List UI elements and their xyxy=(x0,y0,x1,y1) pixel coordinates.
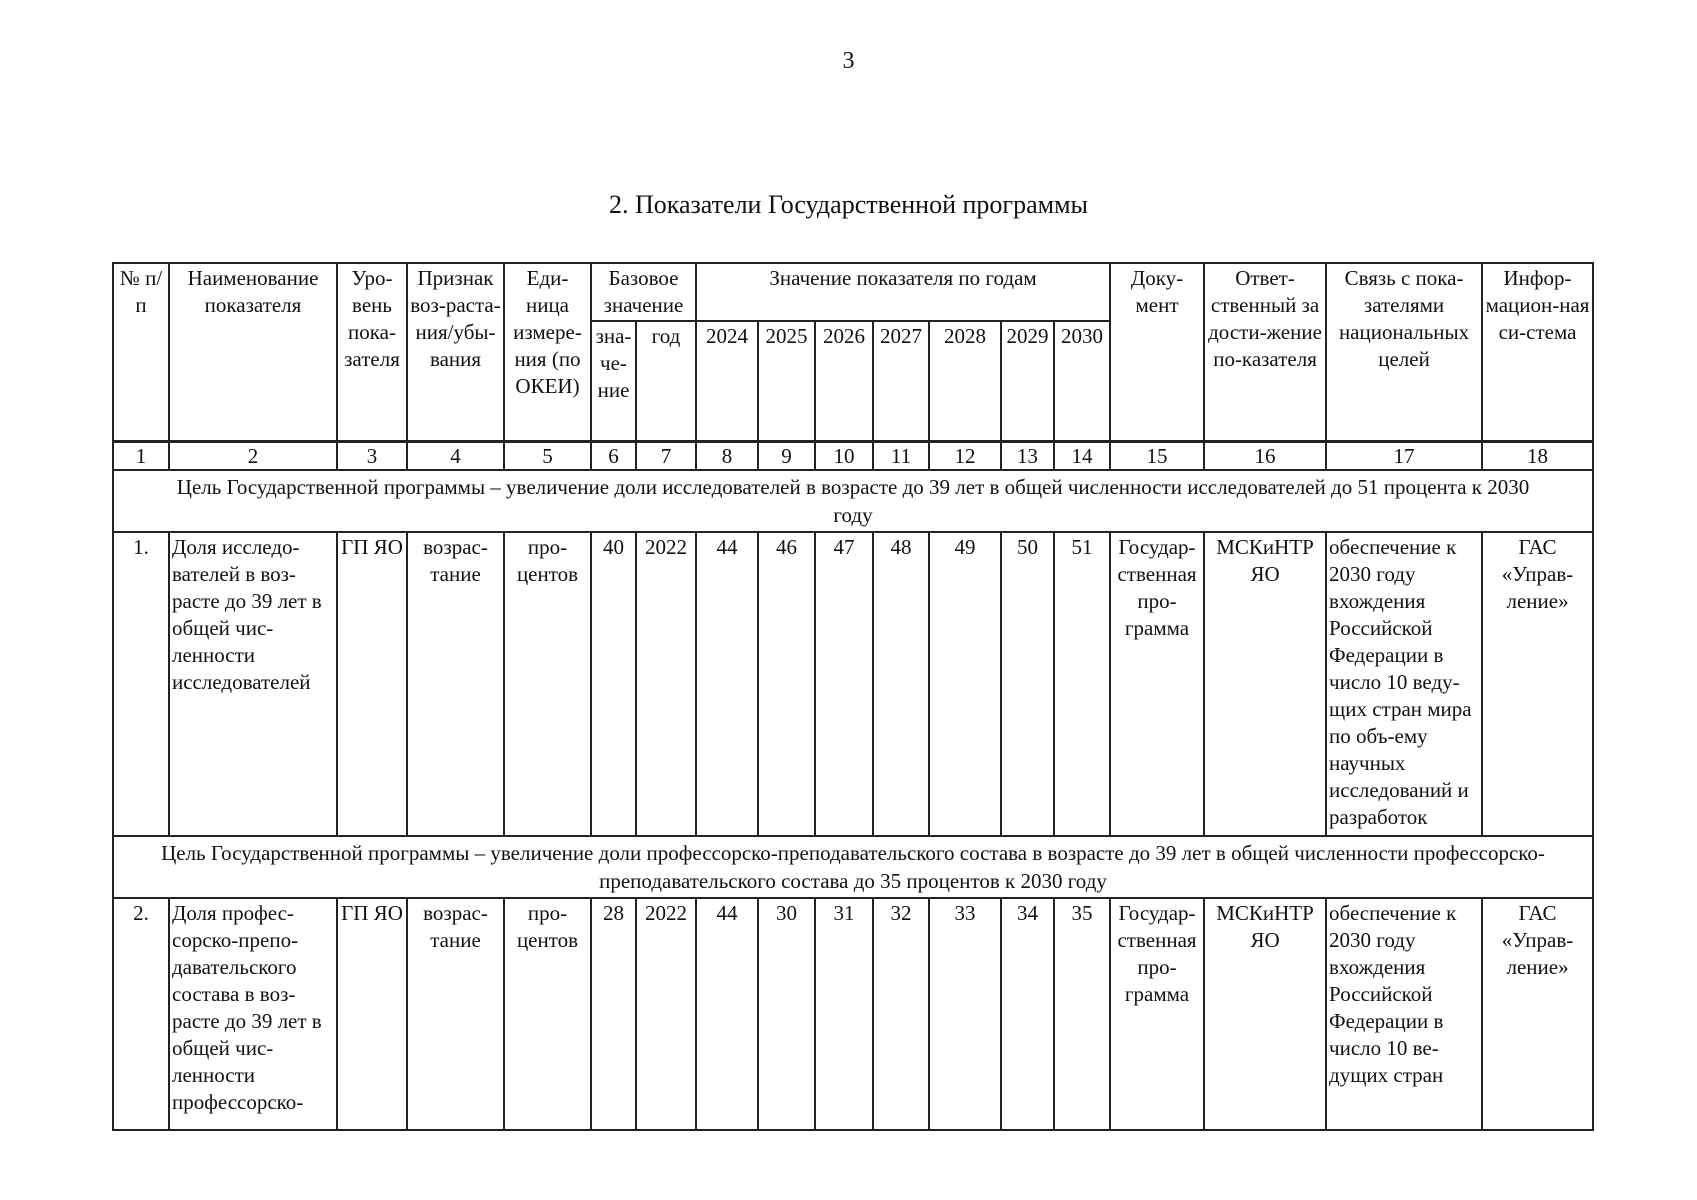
header-row xyxy=(113,263,1593,321)
column-number: 2 xyxy=(169,441,337,470)
row-base-value: 28 xyxy=(591,898,636,1130)
row-year-value: 33 xyxy=(929,898,1001,1130)
row-unit: про-центов xyxy=(504,532,591,836)
header-link: Связь с пока-зателями национальных целей xyxy=(1326,263,1482,441)
column-number: 1 xyxy=(113,441,169,470)
column-number: 3 xyxy=(337,441,407,470)
goal-row xyxy=(113,836,1593,898)
row-responsible: МСКиНТР ЯО xyxy=(1204,898,1326,1130)
goal-text: Цель Государственной программы – увеличение доли профессорско-преподавательского состава в возрасте до 39 лет в общей численности профессорско-преподавательского состава до 35 процентов к 2030 году xyxy=(113,836,1593,898)
row-year-value: 32 xyxy=(873,898,929,1130)
column-number: 17 xyxy=(1326,441,1482,470)
header-base: Базовое значение xyxy=(591,263,696,321)
row-name: Доля исследо-вателей в воз-расте до 39 лет в общей чис-ленности исследователей xyxy=(169,532,337,836)
column-number: 8 xyxy=(696,441,758,470)
row-trend: возрас-тание xyxy=(407,898,504,1130)
column-number: 16 xyxy=(1204,441,1326,470)
row-infosys: ГАС «Управ-ление» xyxy=(1482,532,1593,836)
column-number: 15 xyxy=(1110,441,1204,470)
header-responsible: Ответ-ственный за дости-жение по-казателя xyxy=(1204,263,1326,441)
column-number: 11 xyxy=(873,441,929,470)
row-year-value: 34 xyxy=(1001,898,1054,1130)
header-year: 2027 xyxy=(873,321,929,441)
row-year-value: 49 xyxy=(929,532,1001,836)
goal-row xyxy=(113,470,1593,532)
row-base-year: 2022 xyxy=(636,898,696,1130)
row-base-year: 2022 xyxy=(636,532,696,836)
column-number: 7 xyxy=(636,441,696,470)
header-year: 2028 xyxy=(929,321,1001,441)
row-year-value: 31 xyxy=(815,898,873,1130)
row-year-value: 50 xyxy=(1001,532,1054,836)
row-year-value: 46 xyxy=(758,532,815,836)
column-number: 10 xyxy=(815,441,873,470)
header-name: Наименование показателя xyxy=(169,263,337,441)
row-base-value: 40 xyxy=(591,532,636,836)
row-year-value: 48 xyxy=(873,532,929,836)
column-number: 9 xyxy=(758,441,815,470)
table-row xyxy=(113,898,1593,1130)
column-number: 6 xyxy=(591,441,636,470)
row-infosys: ГАС «Управ-ление» xyxy=(1482,898,1593,1130)
header-year: 2025 xyxy=(758,321,815,441)
header-infosys: Инфор-мацион-ная си-стема xyxy=(1482,263,1593,441)
row-trend: возрас-тание xyxy=(407,532,504,836)
row-level: ГП ЯО xyxy=(337,898,407,1130)
header-year: 2030 xyxy=(1054,321,1110,441)
row-level: ГП ЯО xyxy=(337,532,407,836)
column-number: 18 xyxy=(1482,441,1593,470)
indicators-table xyxy=(112,262,1594,1131)
row-year-value: 30 xyxy=(758,898,815,1130)
header-year: 2026 xyxy=(815,321,873,441)
column-number: 4 xyxy=(407,441,504,470)
row-num: 1. xyxy=(113,532,169,836)
header-trend: Признак воз-раста-ния/убы-вания xyxy=(407,263,504,441)
row-year-value: 35 xyxy=(1054,898,1110,1130)
row-year-value: 44 xyxy=(696,898,758,1130)
header-year: 2024 xyxy=(696,321,758,441)
section-title: 2. Показатели Государственной программы xyxy=(608,190,1088,219)
row-year-value: 47 xyxy=(815,532,873,836)
row-link: обеспечение к 2030 году вхождения Российской Федерации в число 10 веду-щих стран мира по объ-ему научных исследований и разработок xyxy=(1326,532,1482,836)
row-name: Доля профес-сорско-препо-давательского состава в воз-расте до 39 лет в общей чис-ленности профессорско- xyxy=(169,898,337,1130)
header-unit: Еди-ница измере-ния (по ОКЕИ) xyxy=(504,263,591,441)
row-responsible: МСКиНТР ЯО xyxy=(1204,532,1326,836)
page-number: 3 xyxy=(842,48,855,74)
row-document: Государ-ственная про-грамма xyxy=(1110,898,1204,1130)
column-number: 14 xyxy=(1054,441,1110,470)
header-base-value: зна-че-ние xyxy=(591,321,636,441)
header-base-year: год xyxy=(636,321,696,441)
column-numbers-row xyxy=(113,441,1593,470)
row-unit: про-центов xyxy=(504,898,591,1130)
column-number: 5 xyxy=(504,441,591,470)
row-num: 2. xyxy=(113,898,169,1130)
row-document: Государ-ственная про-грамма xyxy=(1110,532,1204,836)
header-level: Уро-вень пока-зателя xyxy=(337,263,407,441)
header-year: 2029 xyxy=(1001,321,1054,441)
header-document: Доку-мент xyxy=(1110,263,1204,441)
goal-text: Цель Государственной программы – увеличение доли исследователей в возрасте до 39 лет в общей численности исследователей до 51 процента к 2030 году xyxy=(113,470,1593,532)
row-link: обеспечение к 2030 году вхождения Российской Федерации в число 10 ве-дущих стран xyxy=(1326,898,1482,1130)
row-year-value: 44 xyxy=(696,532,758,836)
header-num: № п/п xyxy=(113,263,169,441)
column-number: 13 xyxy=(1001,441,1054,470)
row-year-value: 51 xyxy=(1054,532,1110,836)
header-by-years: Значение показателя по годам xyxy=(696,263,1110,321)
column-number: 12 xyxy=(929,441,1001,470)
table-row xyxy=(113,532,1593,836)
